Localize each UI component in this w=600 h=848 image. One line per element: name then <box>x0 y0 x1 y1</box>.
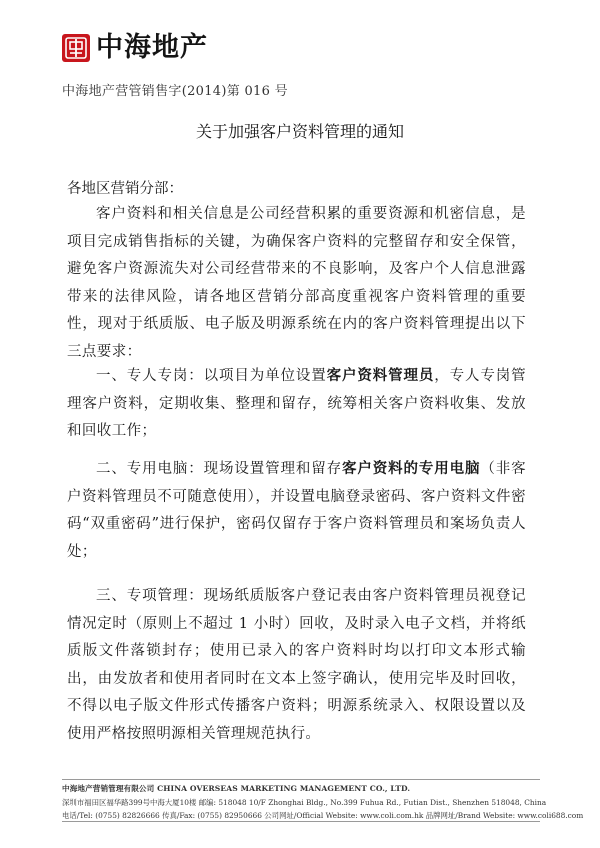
footer-contact: 电话/Tel: (0755) 82826666 传真/Fax: (0755) 82950666 公司网址/Official Website: www.coli.com.hk 品牌网址/Brand Website: www.coli688.com <box>62 811 584 820</box>
company-logo <box>62 33 208 63</box>
requirement-two-text-continued: （非客户资料管理员不可随意使用），并设置电脑登录密码、客户资料文件密码“双重密码”进行保护，密码仅留存于客户资料管理员和案场负责人处； <box>67 461 527 560</box>
requirement-one-emphasis: 客户资料管理员 <box>326 367 435 384</box>
requirement-three-paragraph: 三、专项管理：现场纸质版客户登记表由客户资料管理员视登记情况定时（原则上不超过 1 小时）回收，及时录入电子文档，并将纸质版文件落锁封存；使用已录入的客户资料时均以打印文本形式输出，由发放者和使用者同时在文本上签字确认，使用完毕及时回收，不得以电子版文件形式传播客户资料；明源系统录入、权限设置以及使用严格按照明源相关管理规范执行。 <box>67 588 526 742</box>
document-number: 中海地产营管销售字(2014)第 016 号 <box>62 84 288 99</box>
requirement-two-text: 二、专用电脑：现场设置管理和留存 <box>96 461 342 477</box>
footer-divider-bottom <box>62 821 540 822</box>
company-logo-text: 中海地产 <box>96 32 208 63</box>
requirement-two-paragraph <box>67 455 526 566</box>
requirement-one-paragraph <box>67 362 526 446</box>
salutation: 各地区营销分部： <box>67 181 183 197</box>
footer-company-name: 中海地产营销管理有限公司 CHINA OVERSEAS MARKETING MANAGEMENT CO., LTD. <box>62 784 411 793</box>
requirement-one-text: 一、专人专岗：以项目为单位设置 <box>96 368 327 384</box>
company-logo-mark-icon <box>62 34 90 62</box>
footer-divider-top <box>62 779 540 780</box>
requirement-one-text-continued: ，专人专岗管理客户资料，定期收集、整理和留存，统筹相关客户资料收集、发放和回收工作； <box>67 368 527 439</box>
footer-address: 深圳市福田区福华路399号中海大厦10楼 邮编: 518048 10/F Zhonghai Bldg., No.399 Fuhua Rd., Futian Dist., Shenzhen 518048, China <box>62 798 547 807</box>
intro-paragraph: 客户资料和相关信息是公司经营积累的重要资源和机密信息，是项目完成销售指标的关键，为确保客户资料的完整留存和安全保管，避免客户资源流失对公司经营带来的不良影响，及客户个人信息泄露带来的法律风险，请各地区营销分部高度重视客户资料管理的重要性，现对于纸质版、电子版及明源系统在内的客户资料管理提出以下三点要求： <box>67 206 526 360</box>
requirement-two-emphasis: 客户资料的专用电脑 <box>341 460 481 477</box>
notice-title: 关于加强客户资料管理的通知 <box>195 122 404 141</box>
